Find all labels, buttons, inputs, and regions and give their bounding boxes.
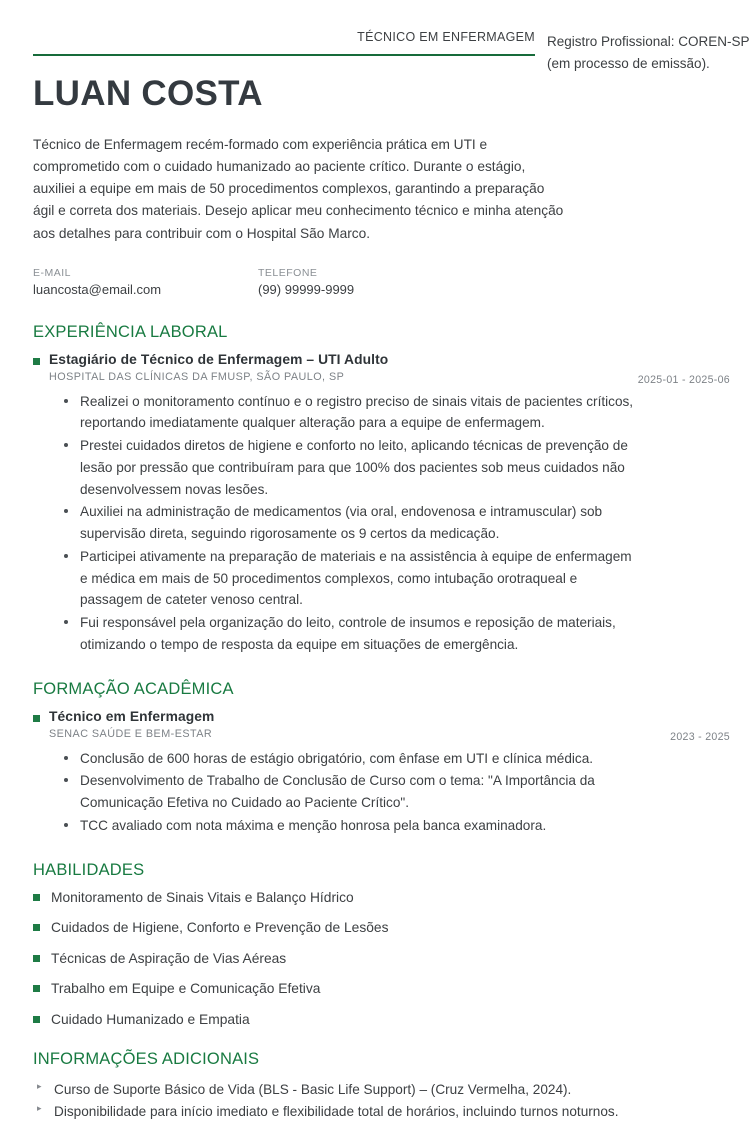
- education-entry: [33, 709, 750, 837]
- contact-section: [0, 267, 750, 297]
- page-title: LUAN COSTA: [33, 74, 263, 113]
- experience-dates: 2025-01 - 2025-06: [637, 373, 730, 386]
- resume-header: [0, 0, 750, 113]
- section-title-experience: EXPERIÊNCIA LABORAL: [33, 322, 228, 341]
- list-item: Prestei cuidados diretos de higiene e conforto no leito, aplicando técnicas de prevenção de lesão por pressão que contribuíram para que 100% dos pacientes sob meus cuidados não desenvolvessem novas lesões.: [64, 435, 750, 500]
- experience-job-title: Estagiário de Técnico de Enfermagem – UTI Adulto: [49, 351, 389, 367]
- section-skills: [0, 861, 750, 1029]
- skill-label: Monitoramento de Sinais Vitais e Balanço Hídrico: [51, 889, 354, 905]
- contact-label: TELEFONE: [258, 266, 318, 279]
- list-item: Participei ativamente na preparação de materiais e na assistência à equipe de enfermagem e médica em mais de 50 procedimentos complexos, como intubação orotraqueal e passagem de cateter venoso central.: [64, 546, 750, 611]
- skill-label: Cuidados de Higiene, Conforto e Prevenção de Lesões: [51, 920, 389, 936]
- square-bullet-icon: [33, 955, 40, 962]
- professional-summary: Técnico de Enfermagem recém-formado com experiência prática em UTI e comprometido com o cuidado humanizado ao paciente crítico. Durante o estágio, auxiliei a equipe em mais de 50 procedimentos complexos, garantindo a preparação ágil e correta dos materiais. Desejo aplicar meu conhecimento técnico e minha atenção aos detalhes para contribuir com o Hospital São Marco.: [33, 136, 564, 241]
- square-bullet-icon: [33, 1016, 40, 1023]
- education-institution: SENAC SAÚDE E BEM-ESTAR: [49, 727, 213, 740]
- skill-label: Técnicas de Aspiração de Vias Aéreas: [51, 950, 287, 966]
- list-item: [33, 951, 750, 968]
- list-item: Auxiliei na administração de medicamentos (via oral, endovenosa e intramuscular) sob supervisão direta, seguindo rigorosamente os 9 certos da medicação.: [64, 501, 750, 545]
- square-bullet-icon: [33, 715, 40, 722]
- list-item: ▸ Curso de Suporte Básico de Vida (BLS - Basic Life Support) – (Cruz Vermelha, 2024).: [37, 1079, 750, 1101]
- list-item: [33, 981, 750, 998]
- experience-entry: [33, 352, 750, 656]
- education-entry-head: [33, 709, 750, 724]
- section-experience: [0, 323, 750, 656]
- section-additional-information: [0, 1050, 750, 1123]
- experience-bullet-list: [33, 391, 750, 656]
- list-item: Realizei o monitoramento contínuo e o registro preciso de sinais vitais de pacientes críticos, reportando imediatamente qualquer alteração para a equipe de enfermagem.: [64, 391, 750, 435]
- list-item: [33, 1012, 750, 1029]
- list-item: Desenvolvimento de Trabalho de Conclusão de Curso com o tema: "A Importância da Comunicação Efetiva no Cuidado ao Paciente Crítico".: [64, 770, 750, 814]
- additional-info-list: [33, 1079, 750, 1123]
- list-item: Conclusão de 600 horas de estágio obrigatório, com ênfase em UTI e clínica médica.: [64, 748, 750, 770]
- email-value[interactable]: luancosta@email.com: [33, 281, 162, 297]
- section-title-additional: INFORMAÇÕES ADICIONAIS: [33, 1050, 260, 1069]
- square-bullet-icon: [33, 894, 40, 901]
- education-degree-title: Técnico em Enfermagem: [49, 708, 215, 724]
- contact-phone: [258, 267, 483, 297]
- square-bullet-icon: [33, 985, 40, 992]
- list-item: TCC avaliado com nota máxima e menção honrosa pela banca examinadora.: [64, 815, 750, 837]
- header-top-row: [0, 30, 750, 113]
- square-bullet-icon: [33, 358, 40, 365]
- education-bullet-list: [33, 748, 750, 837]
- square-bullet-icon: [33, 924, 40, 931]
- section-title-education: FORMAÇÃO ACADÊMICA: [33, 679, 234, 698]
- contact-label: E-MAIL: [33, 266, 72, 279]
- skill-label: Trabalho em Equipe e Comunicação Efetiva: [51, 981, 321, 997]
- registration-note: Registro Profissional: COREN-SP (em processo de emissão).: [547, 34, 750, 71]
- list-item: [33, 890, 750, 907]
- contact-email: [33, 267, 258, 297]
- experience-employer: HOSPITAL DAS CLÍNICAS DA FMUSP, SÃO PAULO, SP: [49, 370, 345, 383]
- list-item: ▸ Disponibilidade para início imediato e flexibilidade total de horários, incluindo turnos noturnos.: [37, 1101, 750, 1123]
- section-education: [0, 680, 750, 837]
- header-left-column: [0, 30, 535, 113]
- phone-value[interactable]: (99) 99999-9999: [258, 281, 355, 297]
- list-item: Fui responsável pela organização do leito, controle de insumos e reposição de materiais, otimizando o tempo de resposta da equipe em situações de emergência.: [64, 612, 750, 656]
- skill-label: Cuidado Humanizado e Empatia: [51, 1011, 250, 1027]
- experience-entry-head: [33, 352, 750, 367]
- header-divider-rule: [33, 54, 535, 56]
- profession-headline: TÉCNICO EM ENFERMAGEM: [357, 30, 535, 44]
- section-title-skills: HABILIDADES: [33, 860, 145, 879]
- education-dates: 2023 - 2025: [670, 730, 730, 743]
- list-item: [33, 920, 750, 937]
